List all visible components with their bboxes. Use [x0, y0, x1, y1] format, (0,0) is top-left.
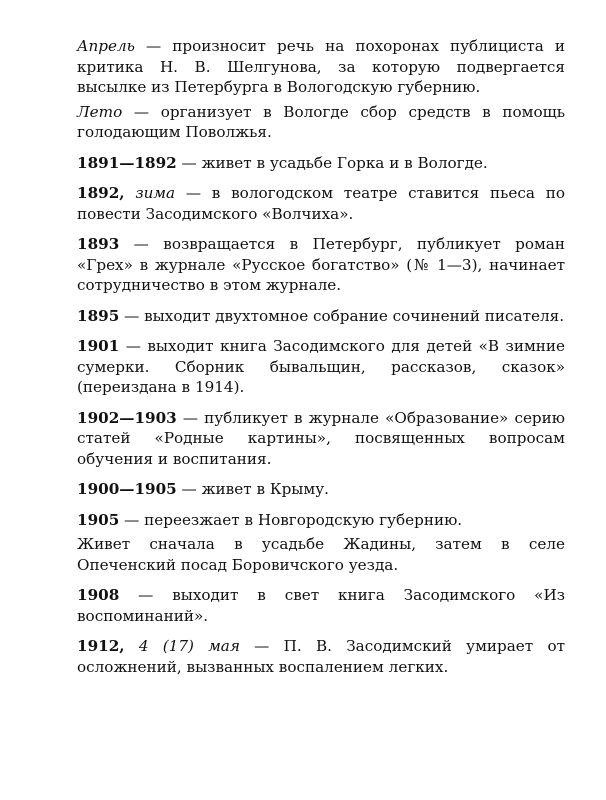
entry-text: — живет в Крыму. — [176, 480, 329, 498]
entry-year: 1912, — [77, 637, 125, 655]
entry-1905-residence — [77, 534, 565, 575]
entry-text: — публикует в журнале «Образование» серию статей «Родные картины», посвященных вопросам обучения и воспитания. — [77, 408, 565, 468]
entry-text: — выходит в свет книга Засодимского «Из воспоминаний». — [77, 586, 565, 625]
entry-text: — П. В. Засодимский умирает от осложнений, вызванных воспалением легких. — [77, 637, 566, 676]
entry-text: — выходит книга Засодимского для детей «В зимние сумерки. Сборник бывальщин, рассказов, сказок» (переиздана в 1914). — [77, 337, 565, 396]
entry-text: — выходит двухтомное собрание сочинений писателя. — [119, 306, 565, 325]
entry-1895 — [77, 306, 565, 327]
entry-year: 1891—1892 — [77, 153, 177, 172]
entry-april — [77, 36, 565, 98]
entry-year: 1908 — [77, 586, 120, 604]
entry-1892 — [77, 183, 565, 224]
entry-text: — организует в Вологде сбор средств в помощь голодающим Поволжья. — [77, 102, 565, 141]
entry-text: — произносит речь на похоронах публициста и критика Н. В. Шелгунова, за которую подвергается высылке из Петербурга в Вологодскую губернию. — [77, 37, 565, 96]
entry-1891-1892 — [77, 153, 565, 174]
entry-lead: Апрель — [77, 37, 135, 55]
entry-year: 1901 — [77, 337, 120, 355]
entry-text: — возвращается в Петербург, публикует роман «Грех» в журнале «Русское богатство» (№ 1—3), начинает сотрудничество в этом журнале. — [77, 235, 565, 294]
entry-1900-1905 — [77, 479, 565, 500]
entry-1912 — [77, 636, 565, 677]
entry-year: 1895 — [77, 306, 120, 325]
entry-1901 — [77, 336, 565, 398]
entry-summer — [77, 102, 565, 143]
entry-year: 1902—1903 — [77, 408, 177, 427]
entry-text: — в вологодском театре ставится пьеса по повести Засодимского «Волчиха». — [77, 184, 566, 223]
entry-year: 1905 — [77, 510, 120, 529]
entry-year: 1893 — [77, 235, 120, 253]
entry-1893 — [77, 234, 565, 296]
entry-1902-1903 — [77, 408, 565, 470]
entry-1905 — [77, 510, 565, 531]
entry-text: — живет в усадьбе Горка и в Вологде. — [176, 153, 488, 172]
entry-lead: зима — [135, 184, 176, 202]
entry-year: 1892, — [77, 184, 125, 202]
entry-lead: 4 (17) мая — [138, 637, 240, 655]
entry-text: Живет сначала в усадьбе Жадины, затем в селе Опеченский посад Боровичского уезда. — [77, 535, 565, 574]
chronology-page — [77, 36, 565, 677]
entry-text: — переезжает в Новгородскую губернию. — [119, 510, 463, 529]
entry-year: 1900—1905 — [77, 480, 177, 498]
entry-1908 — [77, 585, 565, 626]
entry-lead: Лето — [77, 102, 123, 121]
